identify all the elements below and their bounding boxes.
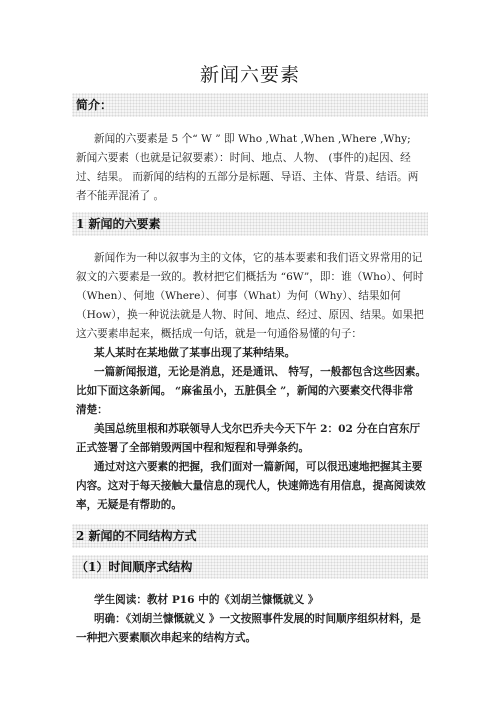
section-2-heading: 2 新闻的不同结构方式	[76, 529, 197, 543]
section-1-line: 这六要素串起来，概括成一句话，就是一句通俗易懂的句子：	[76, 328, 363, 340]
intro-line: 过、结果。 而新闻的结构的五部分是标题、导语、主体、背景、结语。两	[76, 171, 419, 183]
section-1-line: 一篇新闻报道，无论是消息，还是通讯、 特写，一般都包含这些因素。	[94, 366, 427, 378]
section-band-intro	[72, 93, 428, 117]
section-1-line: 正式签署了全部销毁两国中程和短程和导弹条约。	[76, 442, 310, 454]
section-2-line: 学生阅读：教材 P16 中的《刘胡兰慷慨就义 》	[94, 594, 319, 606]
section-1-line: 率，无疑是有帮助的。	[76, 499, 182, 511]
section-2-line: 明确：《刘胡兰慷慨就义 》一文按照事件发展的时间顺序组织材料，是	[94, 613, 421, 625]
section-1-line: （When）、何地（Where）、何事（What）为何（Why）、结果如何	[76, 290, 401, 302]
section-1-line: 内容。这对于每天接触大量信息的现代人，快速筛选有用信息，提高阅读效	[76, 480, 426, 492]
intro-line: 新闻六要素（也就是记叙要素）：时间、地点、人物、 (事件的)起因、经	[76, 152, 411, 164]
section-2-line: 一种把六要素顺次串起来的结构方式。	[76, 632, 257, 644]
section-1-line: （How），换一种说法就是人物、时间、地点、经过、原因、结果。如果把	[76, 309, 424, 321]
section-1-line: 新闻作为一种以叙事为主的文体，它的基本要素和我们语文界常用的记	[94, 252, 423, 264]
section-1-line: 某人某时在某地做了某事出现了某种结果。	[94, 347, 296, 359]
intro-line: 新闻的六要素是 5 个“ W ” 即 Who ,What ,When ,Where ,Why;	[94, 133, 411, 145]
section-1-line: 清楚：	[76, 404, 108, 416]
section-1-line: 美国总统里根和苏联领导人戈尔巴乔夫今天下午 2：02 分在白宫东厅	[94, 423, 421, 435]
section-1-line: 比如下面这条新闻。 “麻雀虽小，五脏俱全 ”，新闻的六要素交代得非常	[76, 385, 414, 397]
page-title: 新闻六要素	[199, 64, 300, 86]
section-1-line: 叙文的六要素是一致的。教材把它们概括为 “6W”，即：谁（Who）、何时	[76, 271, 424, 283]
section-1-line: 通过对这六要素的把握，我们面对一篇新闻，可以很迅速地把握其主要	[94, 461, 423, 473]
section-1-heading: 1 新闻的六要素	[76, 217, 161, 231]
intro-heading: 简介：	[76, 98, 113, 112]
section-2-subheading: （1）时间顺序式结构	[76, 560, 193, 574]
intro-line: 者不能弄混淆了 。	[76, 190, 165, 202]
